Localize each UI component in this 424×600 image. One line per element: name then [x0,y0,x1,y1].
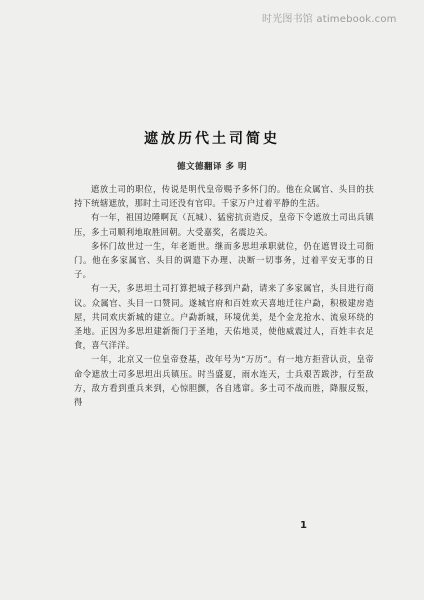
paragraph: 多怀门故世过一生，年老逝世。继而多思坦承职就位，仍在遮胃设土司衙门。他在多家属官、头目的调遣下办理、决断一切事务，过着平安无事的日子。 [74,240,374,280]
paragraph: 有一天，多思坦土司打算把城子移到户勐，请来了多家属官，头目进行商议。众属官、头目一口赞同。遂城官府和百姓欢天喜地迁往户勐，积极建房造屋，共同欢庆新城的建立。户勐新城，环境优美，是个金龙抢水、流泉环绕的圣地。正因为多思坦建新衙门于圣地，天佑地灵，使他威震过人，百姓丰衣足食，喜气洋洋。 [74,283,374,351]
page-number: 1 [300,520,307,531]
document-title: 遮放历代土司简史 [144,131,280,147]
paragraph: 有一年，祖国边陲啊瓦（瓦城）、猛密抗贡造反，皇帝下令遮放土司出兵镇压，多土司顺利地取胜回朝。大受嘉奖，名震边关。 [74,212,374,237]
paragraph: 一年，北京又一位皇帝登基，改年号为“万历”。有一地方拒营认贡，皇帝命令遮放土司多思坦出兵镇压。时当盛夏，雨水连天，士兵艰苦跋涉，行至敌方，敌方看到重兵来到，心惊胆颤，各自逃窜。多土司不战而胜，降服反叛，得 [74,354,374,408]
document-byline: 德文德翻译 多 明 [177,162,247,172]
paragraph: 遮放土司的职位，传说是明代皇帝赐予多怀门的。他在众属官、头目的扶持下统辖遮放，那时土司还没有官印。千家万户过着平静的生活。 [74,184,374,209]
body-text [74,182,374,409]
watermark-text: 时光图书馆 atimebook.com [262,14,397,25]
